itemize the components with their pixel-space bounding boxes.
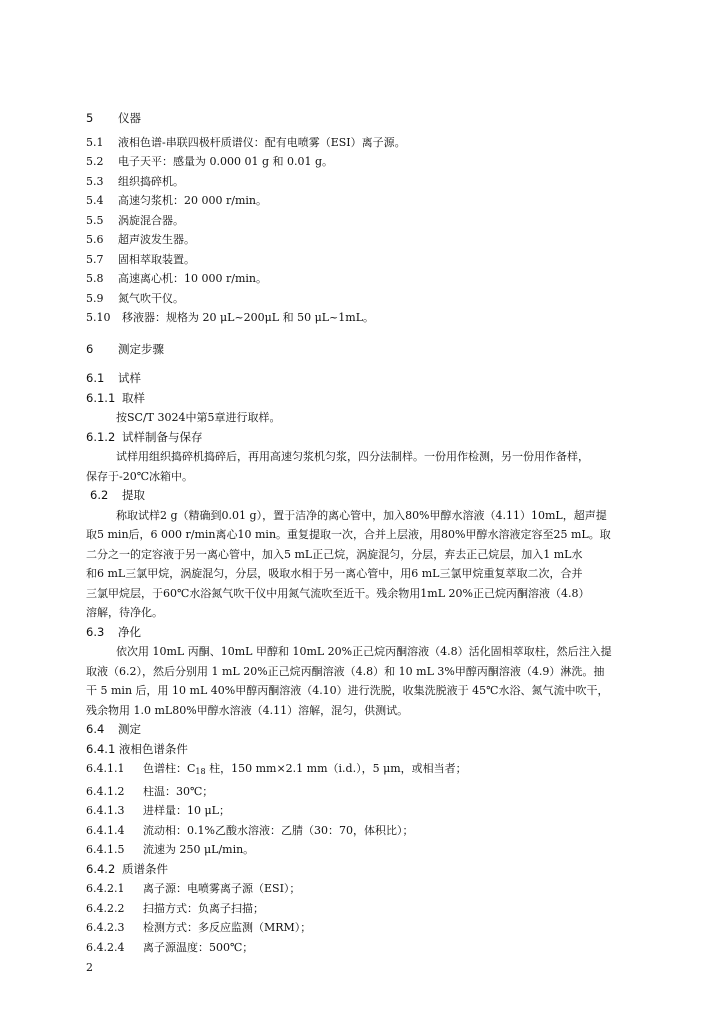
- section-number: 6.2: [90, 488, 109, 502]
- subsection-heading-6-1: [86, 369, 654, 389]
- paragraph-line: 依次用 10mL 丙酮、10mL 甲醇和 10mL 20%正己烷丙酮溶液（4.8）活化固相萃取柱，然后注入提: [116, 645, 612, 658]
- section-title: 测定步骤: [118, 341, 164, 356]
- section-heading-6: [86, 340, 654, 360]
- ms-condition-item: [86, 938, 654, 958]
- page-content: [86, 109, 654, 957]
- item-number: 6.4.2.1: [86, 882, 125, 895]
- lc-condition-item: [86, 840, 654, 860]
- item-number: 5.5: [86, 213, 104, 227]
- subsection-heading-6-4-2: [86, 860, 654, 880]
- section-title: 液相色谱条件: [118, 741, 188, 756]
- subsection-heading-6-4: [86, 720, 654, 740]
- lc-condition-item: [86, 821, 654, 841]
- item-number: 6.4.2.2: [86, 901, 125, 915]
- section-title: 净化: [118, 624, 141, 639]
- section-number: 6.1: [86, 371, 105, 385]
- item-text-pre: 色谱柱：C: [143, 762, 196, 775]
- item-text: 进样量：10 μL；: [143, 804, 230, 817]
- lc-condition-item: [86, 782, 654, 802]
- section-title: 取样: [122, 390, 145, 405]
- ms-condition-item: [86, 899, 654, 919]
- paragraph-line: 保存于-20℃冰箱中。: [86, 469, 194, 483]
- paragraph-line: 二分之一的定容液于另一离心管中，加入5 mL正己烷，涡旋混匀，分层，弃去正己烷层，加入1 mL水: [86, 547, 583, 561]
- cleanup-paragraph: [86, 642, 654, 720]
- paragraph-line: 取液（6.2），然后分别用 1 mL 20%正己烷丙酮溶液（4.8）和 10 mL 3%甲醇丙酮溶液（4.9）淋洗。抽: [86, 664, 605, 678]
- paragraph-line: 取5 min后，6 000 r/min离心10 min。重复提取一次，合并上层液，用80%甲醇水溶液定容至25 mL。取: [86, 528, 611, 541]
- paragraph-line: 溶解，待净化。: [86, 606, 163, 619]
- item-text: 扫描方式：负离子扫描；: [143, 901, 264, 915]
- section-number: 6: [86, 341, 94, 356]
- section-number: 6.4.2: [86, 861, 116, 876]
- item-text: 液相色谱-串联四极杆质谱仪：配有电喷雾（ESI）离子源。: [118, 135, 406, 149]
- item-number: 6.4.1.1: [86, 762, 125, 775]
- item-text: 离子源温度：500℃；: [143, 940, 254, 954]
- lc-condition-item: [86, 801, 654, 821]
- instrument-item: [86, 230, 654, 250]
- section-number: 6.1.1: [86, 390, 116, 405]
- section-number: 6.4: [86, 722, 105, 736]
- instrument-item: [86, 172, 654, 192]
- section-number: 6.1.2: [86, 429, 116, 444]
- subsection-heading-6-2: [86, 486, 654, 506]
- item-number: 5.2: [86, 155, 104, 168]
- section-number: 5: [86, 111, 94, 125]
- item-text: 流动相：0.1%乙酸水溶液：乙腈（30：70，体积比）；: [143, 823, 414, 837]
- item-number: 6.4.1.2: [86, 784, 125, 798]
- item-text: 电子天平：感量为 0.000 01 g 和 0.01 g。: [118, 155, 334, 168]
- instrument-item: [86, 289, 654, 309]
- item-number: 6.4.1.5: [86, 843, 125, 856]
- section-title: 提取: [122, 488, 145, 502]
- item-text: 离子源：电喷雾离子源（ESI）；: [143, 882, 301, 895]
- instrument-item: [86, 211, 654, 231]
- item-number: 5.9: [86, 291, 104, 305]
- instrument-item: [86, 191, 654, 211]
- instrument-item: [86, 152, 654, 172]
- item-number: 6.4.2.3: [86, 921, 125, 934]
- ms-condition-item: [86, 918, 654, 938]
- instrument-item: [86, 308, 654, 328]
- paragraph-line: 三氯甲烷层，于60℃水浴氮气吹干仪中用氮气流吹至近干。残余物用1mL 20%正己烷丙酮溶液（4.8）: [86, 586, 590, 600]
- page-number: 2: [86, 961, 93, 974]
- instrument-item: [86, 269, 654, 289]
- item-number: 5.7: [86, 252, 104, 266]
- item-number: 6.4.1.3: [86, 804, 125, 817]
- paragraph-line: 和6 mL三氯甲烷，涡旋混匀，分层，吸取水相于另一离心管中，用6 mL三氯甲烷重复萃取二次，合并: [86, 567, 583, 580]
- item-number: 5.10: [86, 311, 111, 324]
- subsection-heading-6-3: [86, 623, 654, 643]
- item-text: 柱温：30℃；: [143, 784, 214, 798]
- item-text: 流速为 250 μL/min。: [143, 843, 255, 856]
- lc-condition-list: [86, 782, 654, 860]
- section-title: 仪器: [118, 111, 141, 125]
- paragraph-line: 称取试样2 g（精确到0.01 g），置于洁净的离心管中，加入80%甲醇水溶液（4.11）10mL，超声提: [116, 508, 607, 522]
- item-text: 高速离心机：10 000 r/min。: [118, 272, 267, 285]
- subsection-heading-6-1-1: [86, 389, 654, 409]
- instrument-item: [86, 250, 654, 270]
- paragraph-line: 干 5 min 后，用 10 mL 40%甲醇丙酮溶液（4.10）进行洗脱，收集洗脱液于 45℃水浴、氮气流中吹干，: [86, 684, 609, 697]
- instrument-list: [86, 133, 654, 328]
- item-text-post: 柱，150 mm×2.1 mm（i.d.），5 μm，或相当者；: [205, 762, 467, 775]
- section-title: 质谱条件: [122, 861, 168, 876]
- item-text: 氮气吹干仪。: [118, 291, 184, 305]
- item-number: 5.6: [86, 233, 104, 246]
- ms-condition-list: [86, 879, 654, 957]
- item-text: 固相萃取装置。: [118, 252, 195, 266]
- section-number: 6.3: [86, 624, 105, 639]
- item-text: 涡旋混合器。: [118, 213, 184, 227]
- item-number: 5.4: [86, 194, 104, 207]
- item-text: 组织捣碎机。: [118, 174, 184, 188]
- section-number: 6.4.1: [86, 741, 116, 756]
- item-number: 5.3: [86, 174, 104, 188]
- item-text: 超声波发生器。: [118, 233, 195, 246]
- section-title: 试样: [118, 371, 141, 385]
- item-number: 6.4.2.4: [86, 940, 125, 954]
- extraction-paragraph: [86, 506, 654, 623]
- item-text: 高速匀浆机：20 000 r/min。: [118, 194, 267, 207]
- paragraph: 按SC/T 3024中第5章进行取样。: [116, 411, 281, 424]
- item-text: 检测方式：多反应监测（MRM）；: [143, 921, 312, 934]
- item-text: 移液器：规格为 20 μL~200μL 和 50 μL~1mL。: [122, 311, 375, 324]
- lc-condition-item: [86, 759, 654, 782]
- subsection-heading-6-4-1: [86, 740, 654, 760]
- item-number: 5.8: [86, 272, 104, 285]
- paragraph-line: 残余物用 1.0 mL80%甲醇水溶液（4.11）溶解，混匀，供测试。: [86, 703, 409, 717]
- subsection-heading-6-1-2: [86, 428, 654, 448]
- section-title: 试样制备与保存: [122, 429, 203, 444]
- item-number: 6.4.1.4: [86, 823, 125, 837]
- section-heading-5: [86, 109, 654, 129]
- section-title: 测定: [118, 722, 141, 736]
- paragraph-line: 试样用组织捣碎机捣碎后，再用高速匀浆机匀浆，四分法制样。一份用作检测，另一份用作备样，: [116, 450, 589, 463]
- ms-condition-item: [86, 879, 654, 899]
- item-subscript: 18: [195, 767, 206, 776]
- instrument-item: [86, 133, 654, 153]
- item-number: 5.1: [86, 135, 104, 149]
